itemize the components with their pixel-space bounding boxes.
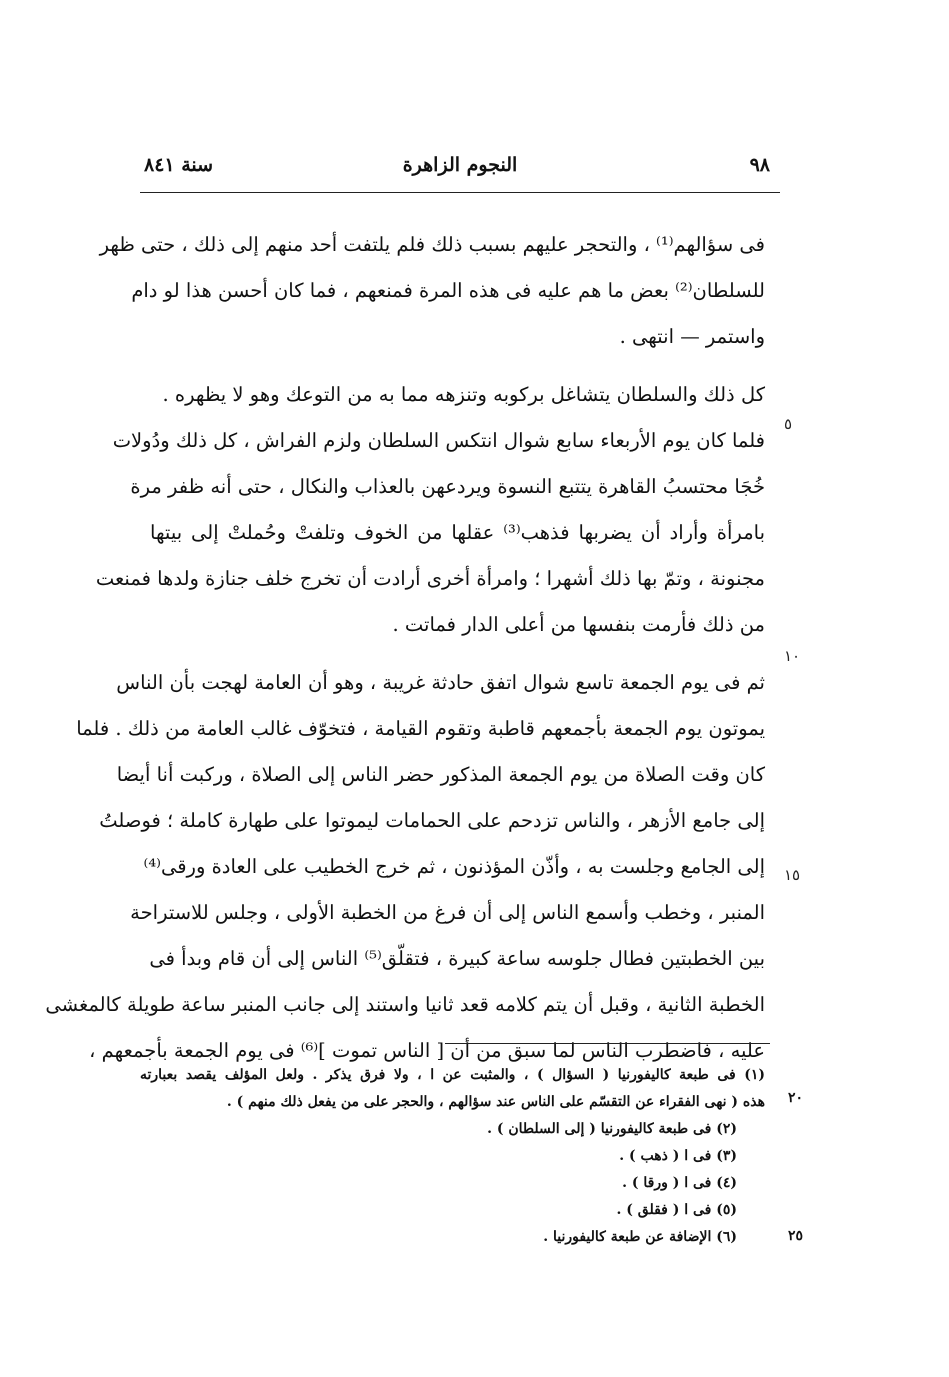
footnote: (٤) فى ا ( ورقا ) . [622, 1175, 737, 1191]
text-line: إلى الجامع وجلست به ، وأذّن المؤذنون ، ثم خرج الخطيب على العادة ورقى⁽⁴⁾ [143, 855, 765, 878]
line-number-margin: ٢٠ [788, 1090, 804, 1106]
text-line: فى سؤالهم⁽¹⁾ ، والتحجر عليهم بسبب ذلك فلم يلتفت أحد منهم إلى ذلك ، حتى ظهر [99, 233, 765, 256]
footnote: (٣) فى ا ( ذهب ) . [619, 1148, 737, 1164]
line-number-margin: ١٠ [784, 647, 801, 665]
text-line: كل ذلك والسلطان يتشاغل بركوبه وتنزهه مما به من التوعك وهو لا يظهره . [162, 383, 765, 406]
text-line: بين الخطبتين فطال جلوسه ساعة كبيرة ، فتقلّق⁽⁵⁾ الناس إلى أن قام وبدأ فى [149, 947, 765, 970]
footnote: (١) فى طبعة كاليفورنيا ( السؤال ) ، والمثبت عن ا ، ولا فرق يذكر . ولعل المؤلف يقصد بعبارته [140, 1067, 765, 1083]
text-line: خُجَا محتسبُ القاهرة يتتبع النسوة ويردعهن بالعذاب والنكال ، حتى أنه ظفر مرة [130, 475, 765, 498]
footnote: (٦) الإضافة عن طبعة كاليفورنيا . [543, 1229, 737, 1245]
text-line: من ذلك فأرمت بنفسها من أعلى الدار فماتت . [392, 613, 765, 636]
year-label: سنة ٨٤١ [144, 154, 214, 176]
text-line: يموتون يوم الجمعة بأجمعهم قاطبة وتقوم القيامة ، فتخوّف غالب العامة من ذلك . فلما [76, 717, 765, 740]
page-header [140, 150, 780, 182]
text-line: عليه ، فاضطرب الناس لما سبق من أن [ الناس تموت ]⁽⁶⁾ فى يوم الجمعة بأجمعهم ، [89, 1039, 765, 1062]
page-number: ٩٨ [749, 154, 770, 176]
header-rule [140, 192, 780, 193]
footnote: (٥) فى ا ( فقلق ) . [616, 1202, 737, 1218]
text-line: للسلطان⁽²⁾ بعض ما هم عليه فى هذه المرة فمنعهم ، فما كان أحسن هذا لو دام [131, 279, 765, 302]
text-line: ثم فى يوم الجمعة تاسع شوال اتفق حادثة غريبة ، وهو أن العامة لهجت بأن الناس [116, 671, 765, 694]
text-line: الخطبة الثانية ، وقبل أن يتم كلامه قعد ثانيا واستند إلى جانب المنبر ساعة طويلة كالمغشى [45, 993, 765, 1016]
text-line: بامرأة وأراد أن يضربها فذهب⁽³⁾ عقلها من الخوف وتلفتْ وحُملتْ إلى بيتها [150, 521, 766, 544]
text-line: المنبر ، وخطب وأسمع الناس إلى أن فرغ من الخطبة الأولى ، وجلس للاستراحة [130, 901, 765, 924]
book-title: النجوم الزاهرة [402, 154, 518, 176]
footnote: (٢) فى طبعة كاليفورنيا ( إلى السلطان ) . [487, 1121, 737, 1137]
text-line: إلى جامع الأزهر ، والناس تزدحم على الحمامات ليموتوا على طهارة كاملة ؛ فوصلتُ [99, 809, 765, 832]
footnote: هذه ( نهى الفقراء عن التقسّم على الناس عند سؤالهم ، والحجر على من يفعل ذلك منهم ) . [226, 1094, 765, 1110]
text-line: مجنونة ، وتمّ بها ذلك أشهرا ؛ وامرأة أخرى أرادت أن تخرج خلف جنازة ولدها فمنعت [95, 567, 765, 590]
text-line: واستمر — انتهى . [619, 325, 765, 348]
line-number-margin: ٥ [784, 415, 793, 433]
main-text [45, 222, 766, 1074]
line-number-margin: ١٥ [784, 866, 801, 884]
footnotes [140, 1062, 765, 1251]
line-number-margin: ٢٥ [788, 1228, 804, 1244]
footnote-rule [445, 1043, 770, 1044]
text-line: فلما كان يوم الأربعاء سابع شوال انتكس السلطان ولزم الفراش ، كل ذلك ودُولات [112, 429, 765, 452]
text-line: كان وقت الصلاة من يوم الجمعة المذكور حضر الناس إلى الصلاة ، وركبت أنا أيضا [116, 763, 765, 786]
